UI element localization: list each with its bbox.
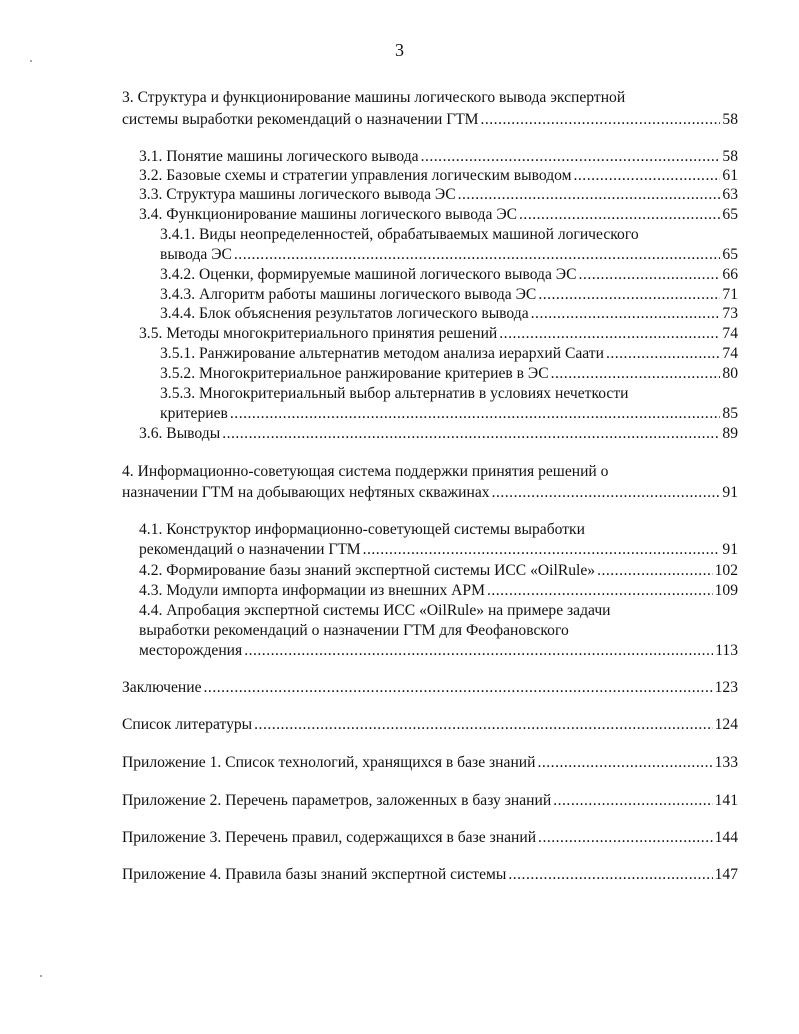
toc-page-number: 124: [714, 716, 738, 733]
toc-entry-title: Заключение: [122, 679, 202, 696]
toc-entry-title: 3.4.2. Оценки, формируемые машиной логического вывода ЭС: [160, 266, 577, 283]
toc-page-number: 89: [722, 425, 738, 442]
toc-chapter-4-line-1: 4. Информационно-советующая система поддержки принятия решений о: [122, 463, 609, 480]
toc-entry-title: 3.3. Структура машины логического вывода ЭС: [139, 186, 456, 203]
toc-page-number: 71: [722, 286, 738, 303]
leader-dots: [553, 791, 712, 811]
toc-appendix-1: [122, 753, 738, 773]
leader-dots: [574, 166, 721, 186]
toc-section-4-3: [139, 581, 738, 601]
toc-page-number: 133: [714, 754, 738, 771]
toc-subsection-3-4-4: [160, 304, 738, 324]
toc-page-number: 80: [722, 365, 738, 382]
toc-page-number: 113: [715, 642, 738, 659]
toc-page-number: 141: [714, 792, 738, 809]
toc-page-number: 85: [722, 405, 738, 422]
toc-section-3-1: [139, 147, 738, 167]
toc-page-number: 58: [722, 111, 738, 128]
toc-subsection-3-5-3-line-1: 3.5.3. Многокритериальный выбор альтернатив в условиях нечеткости: [160, 385, 629, 402]
toc-page-number: 58: [722, 148, 738, 165]
leader-dots: [458, 185, 721, 205]
leader-dots: [480, 110, 720, 130]
toc-section-4-1: [139, 540, 738, 560]
leader-dots: [538, 285, 720, 305]
toc-entry-title: 3.4.4. Блок объяснения результатов логического вывода: [160, 305, 529, 322]
toc-section-4-4-line-1: 4.4. Апробация экспертной системы ИСС «OilRule» на примере задачи: [139, 602, 611, 619]
scan-speck: [30, 60, 32, 62]
leader-dots: [508, 865, 712, 885]
toc-section-3-4: [139, 205, 738, 225]
toc-section-3-6: [139, 424, 738, 444]
toc-page-number: 66: [722, 266, 738, 283]
toc-subsection-3-4-1-line-1: 3.4.1. Виды неопределенностей, обрабатываемых машиной логического: [160, 226, 639, 243]
toc-page-number: 123: [714, 679, 738, 696]
toc-chapter-3-line-1: 3. Структура и функционирование машины логического вывода экспертной: [122, 89, 626, 106]
leader-dots: [538, 828, 713, 848]
leader-dots: [421, 147, 721, 167]
toc-page-number: 65: [722, 206, 738, 223]
toc-page-number: 91: [722, 541, 738, 558]
toc-entry-title: 4.2. Формирование базы знаний экспертной системы ИСС «OilRule»: [139, 562, 596, 579]
toc-entry-title: вывода ЭС: [160, 246, 232, 263]
toc-entry-title: 3.4.3. Алгоритм работы машины логического вывода ЭС: [160, 286, 537, 303]
toc-references: [122, 715, 738, 735]
toc-section-4-4-line-2: выработки рекомендаций о назначении ГТМ для Феофановского: [139, 622, 569, 639]
toc-chapter-3: [122, 110, 738, 130]
toc-entry-title: 4.3. Модули импорта информации из внешних АРМ: [139, 582, 485, 599]
toc-page-number: 61: [722, 167, 738, 184]
toc-page-number: 144: [714, 829, 738, 846]
leader-dots: [234, 245, 721, 265]
toc-entry-title: Список литературы: [122, 716, 253, 733]
leader-dots: [597, 561, 713, 581]
toc-page-number: 102: [714, 562, 738, 579]
toc-page-number: 65: [722, 246, 738, 263]
toc-page-number: 91: [722, 484, 738, 501]
toc-entry-title: 3.6. Выводы: [139, 425, 221, 442]
toc-entry-title: 3.5. Методы многокритериального принятия решений: [139, 325, 498, 342]
leader-dots: [492, 483, 721, 503]
toc-section-4-4: [139, 641, 738, 661]
toc-conclusion: [122, 678, 738, 698]
page-number: 3: [395, 40, 404, 60]
toc-subsection-3-4-3: [160, 285, 738, 305]
leader-dots: [579, 265, 721, 285]
leader-dots: [499, 324, 720, 344]
toc-entry-title: Приложение 2. Перечень параметров, заложенных в базу знаний: [122, 792, 552, 809]
scan-speck: [40, 975, 42, 977]
leader-dots: [204, 678, 713, 698]
toc-page-number: 63: [722, 186, 738, 203]
toc-section-4-1-line-1: 4.1. Конструктор информационно-советующей системы выработки: [139, 521, 585, 538]
toc-section-4-2: [139, 561, 738, 581]
toc-entry-title: 3.1. Понятие машины логического вывода: [139, 148, 419, 165]
toc-section-3-5: [139, 324, 738, 344]
leader-dots: [222, 424, 720, 444]
leader-dots: [519, 205, 720, 225]
toc-subsection-3-5-1: [160, 344, 738, 364]
toc-entry-title: рекомендаций о назначении ГТМ: [139, 541, 361, 558]
leader-dots: [230, 404, 721, 424]
toc-subsection-3-5-2: [160, 364, 738, 384]
toc-page-number: 74: [722, 325, 738, 342]
toc-entry-title: назначении ГТМ на добывающих нефтяных скважинах: [122, 484, 490, 501]
leader-dots: [363, 540, 721, 560]
toc-chapter-4: [122, 483, 738, 503]
leader-dots: [537, 753, 712, 773]
toc-section-3-2: [139, 166, 738, 186]
toc-entry-title: 3.2. Базовые схемы и стратегии управления логическим выводом: [139, 167, 572, 184]
toc-appendix-2: [122, 791, 738, 811]
toc-entry-title: Приложение 4. Правила базы знаний экспертной системы: [122, 866, 507, 883]
toc-entry-title: критериев: [160, 405, 228, 422]
leader-dots: [551, 364, 721, 384]
toc-section-3-3: [139, 185, 738, 205]
leader-dots: [606, 344, 720, 364]
toc-appendix-4: [122, 865, 738, 885]
toc-subsection-3-4-2: [160, 265, 738, 285]
toc-entry-title: месторождения: [139, 642, 243, 659]
leader-dots: [254, 715, 712, 735]
toc-entry-title: системы выработки рекомендаций о назначении ГТМ: [122, 111, 479, 128]
toc-entry-title: Приложение 3. Перечень правил, содержащихся в базе знаний: [122, 829, 537, 846]
toc-entry-title: 3.5.2. Многокритериальное ранжирование критериев в ЭС: [160, 365, 549, 382]
toc-appendix-3: [122, 828, 738, 848]
toc-page-number: 147: [714, 866, 738, 883]
leader-dots: [531, 304, 721, 324]
toc-entry-title: 3.5.1. Ранжирование альтернатив методом анализа иерархий Саати: [160, 345, 604, 362]
leader-dots: [244, 641, 713, 661]
toc-subsection-3-5-3: [160, 404, 738, 424]
leader-dots: [487, 581, 713, 601]
toc-entry-title: Приложение 1. Список технологий, хранящихся в базе знаний: [122, 754, 536, 771]
toc-subsection-3-4-1: [160, 245, 738, 265]
toc-page-number: 74: [722, 345, 738, 362]
toc-page-number: 109: [714, 582, 738, 599]
toc-entry-title: 3.4. Функционирование машины логического вывода ЭС: [139, 206, 518, 223]
toc-page-number: 73: [722, 305, 738, 322]
